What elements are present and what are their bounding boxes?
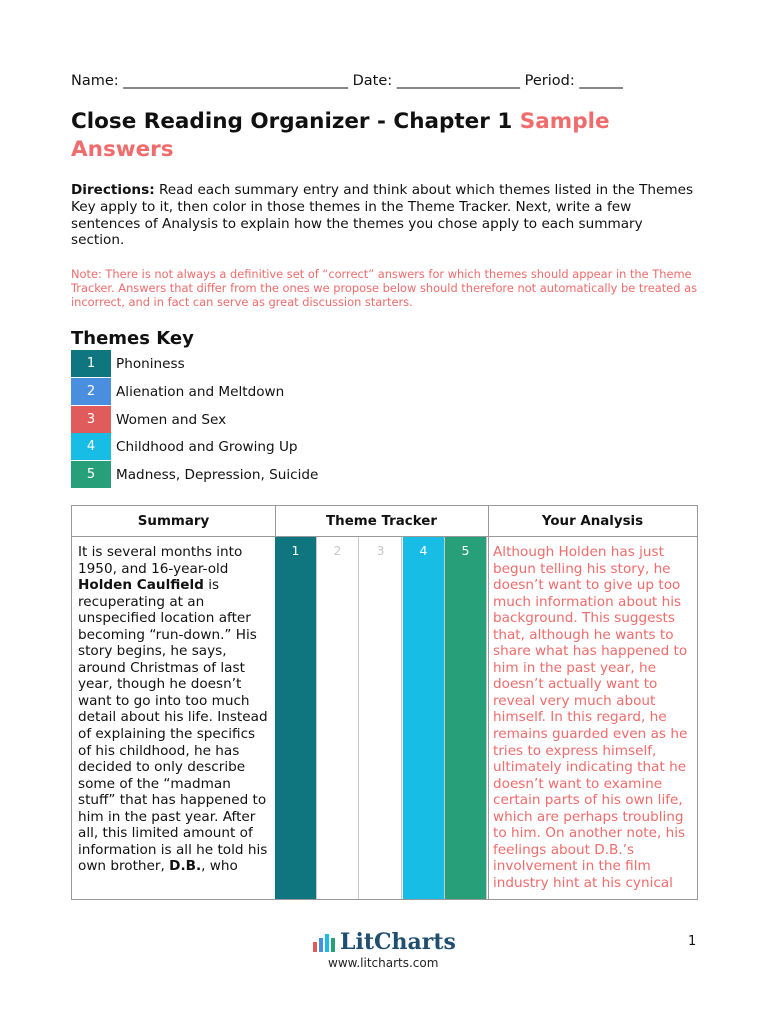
theme-key-item: [71, 350, 471, 377]
note: Note: There is not always a definitive set of “correct” answers for which themes should appear in the Theme Tracker. Answers that differ from the ones we propose below should therefore not automatically be treated as incorrect, and in fact can serve as great discussion starters.: [71, 267, 698, 309]
analysis-header: Your Analysis: [488, 506, 697, 537]
title-main: Close Reading Organizer - Chapter 1: [71, 109, 520, 134]
analysis-text: Although Holden has just begun telling his story, he doesn’t want to give up too much information about his background. This suggests that, although he wants to share what has happened to him in the past year, he doesn’t actually want to reveal very much about himself. In this regard, he remains guarded even as he tries to express himself, ultimately indicating that he doesn’t want to examine certain parts of his own life, which are perhaps troubling to him. On another note, his feelings about D.B.’s involvement in the film industry hint at his cynical: [493, 544, 688, 891]
theme-number: 4: [71, 433, 111, 460]
tracker-cell-1[interactable]: 1: [275, 537, 317, 899]
character-name: D.B.: [169, 858, 202, 875]
name-date-period-line: Name: _______________________________ Date: _________________ Period: ______: [71, 73, 623, 89]
theme-key-item: [71, 378, 471, 405]
theme-number: 2: [71, 378, 111, 405]
directions-text: Read each summary entry and think about which themes listed in the Themes Key apply to it, then color in those themes in the Theme Tracker. Next, write a few sentences of Analysis to explain how the themes you chose apply to each summary section.: [71, 182, 694, 249]
tracker-cell-4[interactable]: 4: [403, 537, 445, 899]
page-title: [71, 108, 691, 164]
theme-number: 3: [71, 406, 111, 433]
theme-key-item: [71, 461, 471, 488]
title-accent: Sample Answers: [71, 109, 610, 162]
theme-label: Childhood and Growing Up: [116, 438, 298, 455]
theme-number: 5: [71, 461, 111, 488]
character-name: Holden Caulfield: [78, 577, 204, 594]
theme-label: Madness, Depression, Suicide: [116, 466, 319, 483]
tracker-cell-5[interactable]: 5: [445, 537, 487, 899]
theme-key-item: [71, 406, 471, 433]
litcharts-logo[interactable]: [313, 929, 456, 955]
theme-label: Women and Sex: [116, 411, 227, 428]
theme-label: Alienation and Meltdown: [116, 383, 285, 400]
directions: [71, 182, 696, 249]
theme-key-item: [71, 433, 471, 460]
theme-label: Phoniness: [116, 355, 185, 372]
summary-header: Summary: [72, 506, 275, 537]
tracker-cell-2[interactable]: 2: [317, 537, 359, 899]
summary-text: It is several months into 1950, and 16-year-old Holden Caulfield is recuperating at an unspecified location after becoming “run-down.” His story begins, he says, around Christmas of last year, though he doesn’t want to go into too much detail about his life. Instead of explaining the specifics of his childhood, he has decided to only describe some of the “madman stuff” that has happened to him in the past year. After all, this limited amount of information is all he told his own brother, D.B., who: [78, 544, 268, 875]
column-divider: [488, 506, 489, 899]
logo-text: LitCharts: [340, 929, 456, 955]
directions-label: Directions:: [71, 182, 155, 198]
footer-url[interactable]: www.litcharts.com: [328, 956, 439, 970]
themes-key-heading: Themes Key: [71, 328, 194, 349]
theme-tracker-header: Theme Tracker: [275, 506, 488, 537]
tracker-cell-3[interactable]: 3: [360, 537, 402, 899]
theme-number: 1: [71, 350, 111, 377]
close-reading-table: [71, 505, 698, 900]
page-number: 1: [688, 934, 697, 949]
bar-chart-icon: [313, 932, 335, 952]
